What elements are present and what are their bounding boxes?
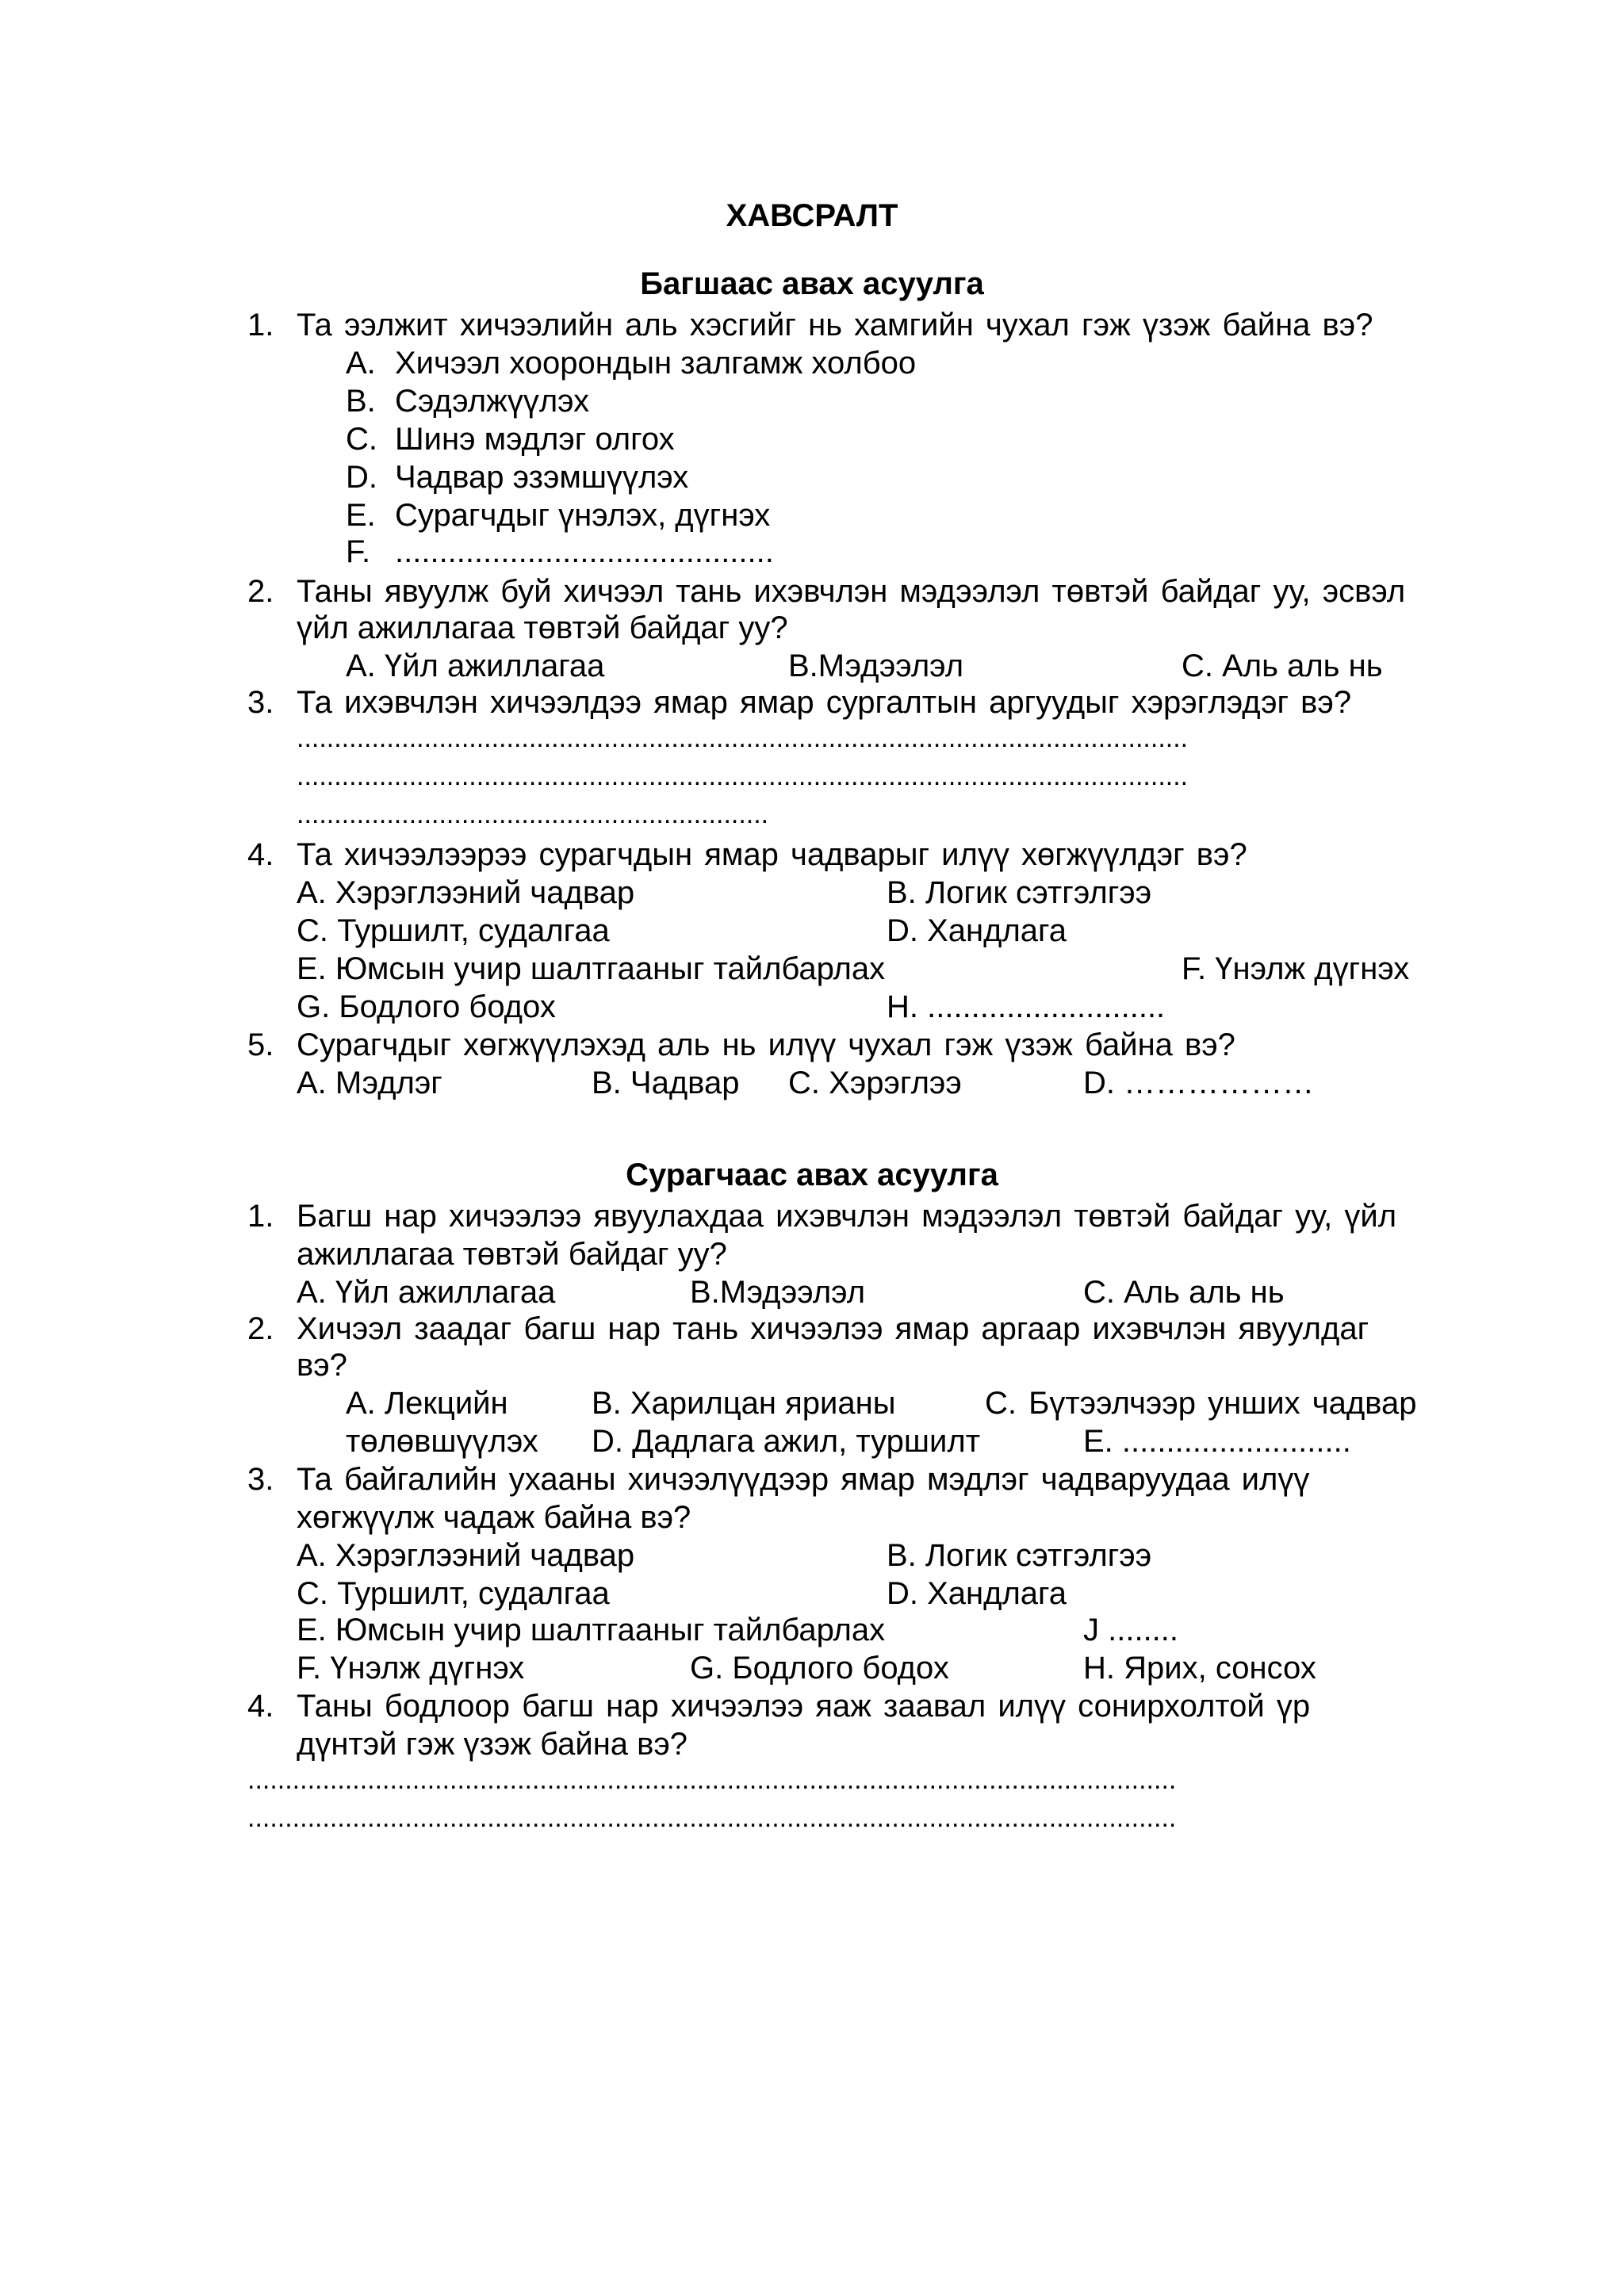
answer-blank: ........................................... xyxy=(395,534,774,569)
option-c-continued: төлөвшүүлэх xyxy=(346,1424,538,1459)
question-number: 2. xyxy=(247,574,274,609)
question-text: хөгжүүлж чадаж байна вэ? xyxy=(297,1500,691,1535)
question-text: Багш нар хичээлээ явуулахдаа ихэвчлэн мэдээлэл төвтэй байдаг уу, үйл xyxy=(297,1199,1397,1234)
option-e: E. Юмсын учир шалтгааныг тайлбарлах xyxy=(297,951,886,986)
option-a: A. Хэрэглээний чадвар xyxy=(297,875,635,910)
option-b: B.Мэдээлэл xyxy=(788,649,964,683)
option-d: D. Хандлага xyxy=(887,913,1067,948)
option-b: B.Мэдээлэл xyxy=(690,1275,866,1310)
question-number: 1. xyxy=(247,1199,274,1234)
option-b: B. Харилцан ярианы xyxy=(592,1386,896,1421)
question-text: Та хичээлээрээ сурагчдын ямар чадварыг илүү хөгжүүлдэг вэ? xyxy=(297,837,1247,872)
option-g: G. Бодлого бодох xyxy=(690,1651,949,1686)
option-c: C. Туршилт, судалгаа xyxy=(297,913,610,948)
option-c: C. Бүтээлчээр унших чадвар xyxy=(985,1386,1417,1421)
option-c: C. Аль аль нь xyxy=(1083,1275,1285,1310)
question-text: үйл ажиллагаа төвтэй байдаг уу? xyxy=(297,610,788,645)
option-a: A. Хэрэглээний чадвар xyxy=(297,1538,635,1573)
option-letter: D. xyxy=(346,460,377,495)
option-text: Хичээл хоорондын залгамж холбоо xyxy=(395,346,917,381)
option-g: G. Бодлого бодох xyxy=(297,989,556,1024)
answer-line: ............................................................... xyxy=(297,799,769,829)
option-f: F. Үнэлж дүгнэх xyxy=(297,1651,525,1686)
option-c: C. Хэрэглээ xyxy=(788,1066,962,1100)
option-e: E. .......................... xyxy=(1083,1424,1351,1459)
question-text: Хичээл заадаг багш нар тань хичээлээ ямар аргаар ихэвчлэн явуулдаг xyxy=(297,1311,1369,1346)
option-b: B. Чадвар xyxy=(592,1066,740,1100)
question-text: Та ээлжит хичээлийн аль хэсгийг нь хамгийн чухал гэж үзэж байна вэ? xyxy=(297,308,1373,342)
option-c: C. Аль аль нь xyxy=(1182,649,1383,683)
question-text: Таны бодлоор багш нар хичээлээ яаж заавал илүү сонирхолтой үр xyxy=(297,1689,1311,1724)
option-letter: B. xyxy=(346,384,376,419)
answer-line: ............................................................................................................................ xyxy=(247,1803,1177,1833)
question-number: 2. xyxy=(247,1311,274,1346)
option-d: D. ……………… xyxy=(1083,1066,1315,1100)
answer-line: ............................................................................................................................ xyxy=(247,1765,1177,1795)
option-letter: A. xyxy=(346,346,376,381)
question-text: Та ихэвчлэн хичээлдээ ямар ямар сургалтын аргуудыг хэрэглэдэг вэ? xyxy=(297,685,1352,720)
option-a: A. Үйл ажиллагаа xyxy=(297,1275,556,1310)
question-number: 3. xyxy=(247,1462,274,1497)
option-h: H. ........................... xyxy=(887,989,1166,1024)
page-title: ХАВСРАЛТ xyxy=(726,198,898,233)
option-text: Сурагчдыг үнэлэх, дүгнэх xyxy=(395,498,771,533)
answer-line: ....................................................................................................................... xyxy=(297,723,1189,753)
teacher-section-heading: Багшаас авах асуулга xyxy=(640,266,984,301)
student-section-heading: Сурагчаас авах асуулга xyxy=(626,1158,998,1192)
option-letter: C. xyxy=(346,422,377,457)
option-letter: E. xyxy=(346,498,376,533)
option-d: D. Дадлага ажил, туршилт xyxy=(592,1424,981,1459)
question-number: 5. xyxy=(247,1027,274,1062)
question-number: 3. xyxy=(247,685,274,720)
question-text: Сурагчдыг хөгжүүлэхэд аль нь илүү чухал гэж үзэж байна вэ? xyxy=(297,1027,1235,1062)
question-text: вэ? xyxy=(297,1348,347,1383)
option-c: C. Туршилт, судалгаа xyxy=(297,1576,610,1611)
option-j: J ........ xyxy=(1083,1613,1179,1647)
option-f: F. Үнэлж дүгнэх xyxy=(1182,951,1410,986)
option-text: Шинэ мэдлэг олгох xyxy=(395,422,675,457)
question-text: Та байгалийн ухааны хичээлүүдээр ямар мэдлэг чадваруудаа илүү xyxy=(297,1462,1310,1497)
option-b: B. Логик сэтгэлгээ xyxy=(887,1538,1152,1573)
question-number: 4. xyxy=(247,837,274,872)
option-a: A. Үйл ажиллагаа xyxy=(346,649,605,683)
option-d: D. Хандлага xyxy=(887,1576,1067,1611)
option-b: B. Логик сэтгэлгээ xyxy=(887,875,1152,910)
option-e: E. Юмсын учир шалтгааныг тайлбарлах xyxy=(297,1613,886,1647)
option-h: H. Ярих, сонсох xyxy=(1083,1651,1316,1686)
option-text: Сэдэлжүүлэх xyxy=(395,384,590,419)
option-text: Чадвар эзэмшүүлэх xyxy=(395,460,689,495)
question-text: Таны явуулж буй хичээл тань ихэвчлэн мэдээлэл төвтэй байдаг уу, эсвэл xyxy=(297,574,1406,609)
answer-line: ....................................................................................................................... xyxy=(297,761,1189,791)
option-a: A. Лекцийн xyxy=(346,1386,508,1421)
option-letter: F. xyxy=(346,534,371,569)
question-number: 4. xyxy=(247,1689,274,1724)
question-number: 1. xyxy=(247,308,274,342)
option-a: A. Мэдлэг xyxy=(297,1066,442,1100)
question-text: дүнтэй гэж үзэж байна вэ? xyxy=(297,1727,688,1762)
question-text: ажиллагаа төвтэй байдаг уу? xyxy=(297,1237,727,1272)
